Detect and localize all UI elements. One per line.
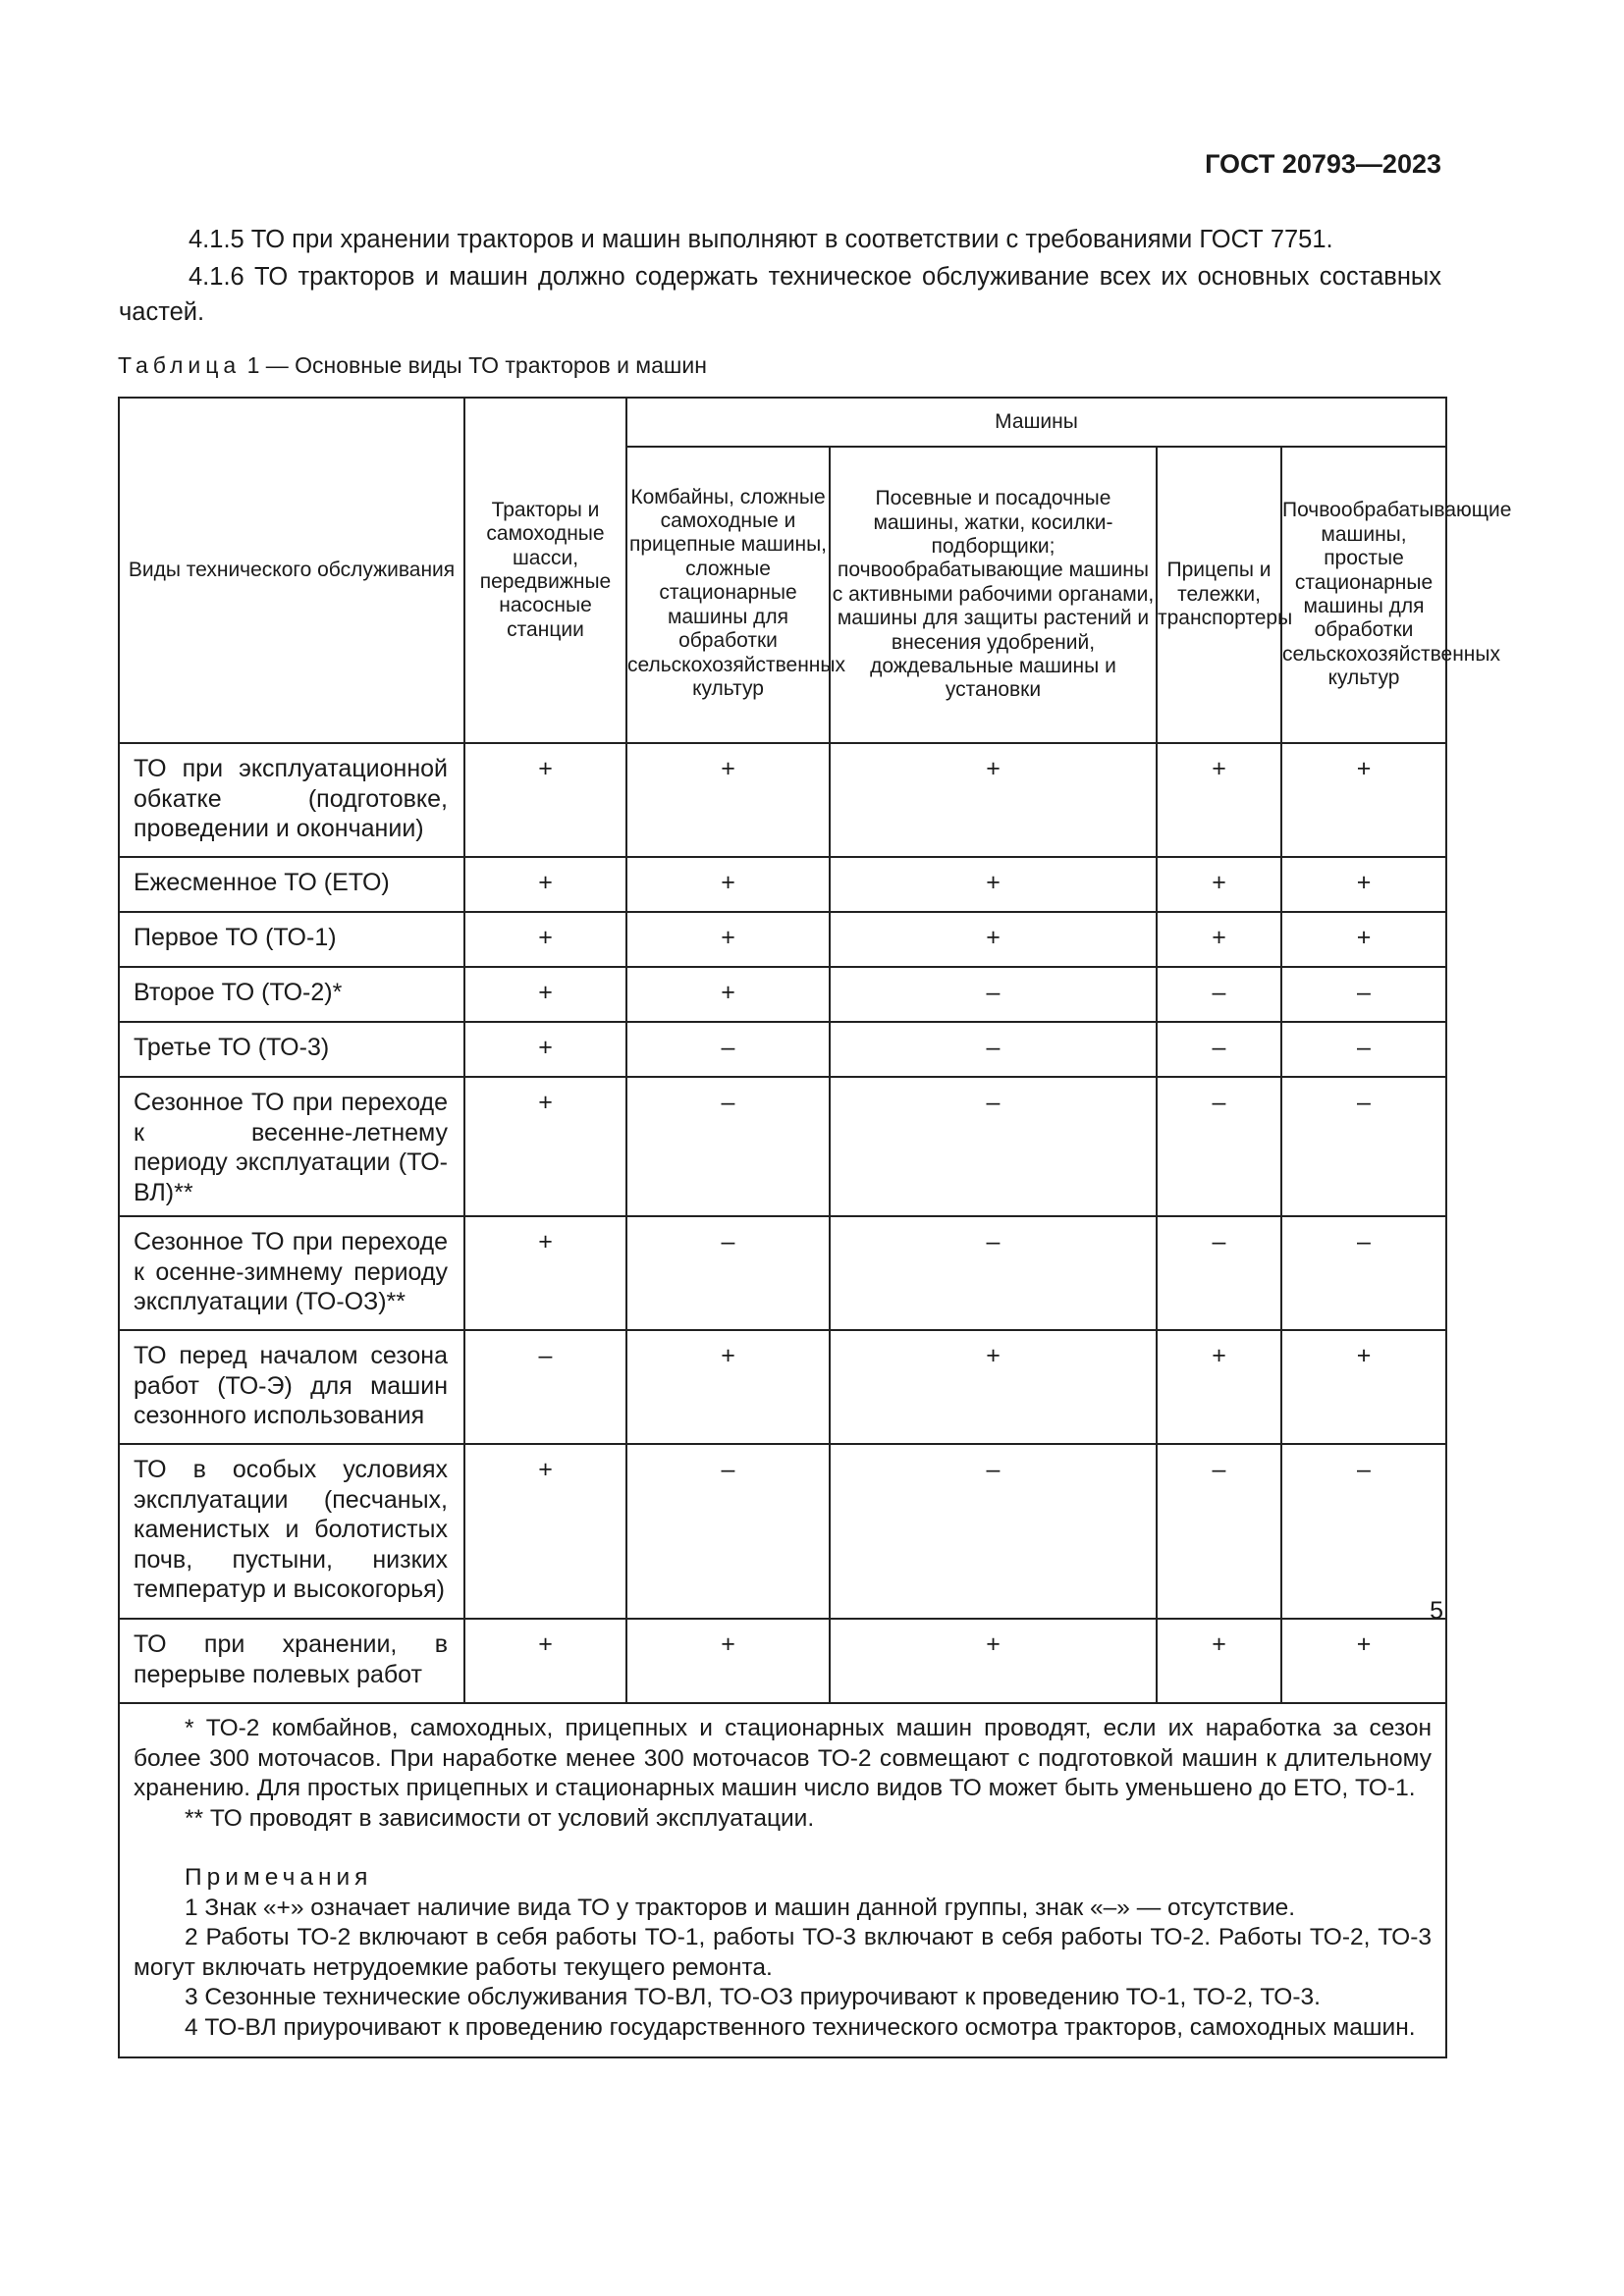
row-label: Третье ТО (ТО-3) — [119, 1022, 464, 1077]
row-label: ТО перед началом сезона работ (ТО-Э) для машин сезонного использования — [119, 1330, 464, 1444]
header-maintenance-types: Виды технического обслуживания — [119, 398, 464, 743]
cell-value: + — [1281, 857, 1446, 912]
cell-value: – — [1157, 967, 1281, 1022]
cell-value: + — [1157, 1330, 1281, 1444]
note-item: 1 Знак «+» означает наличие вида ТО у тракторов и машин данной группы, знак «–» — отсутствие. — [185, 1894, 1296, 1921]
cell-value: + — [1281, 1619, 1446, 1703]
row-label: Второе ТО (ТО-2)* — [119, 967, 464, 1022]
cell-value: + — [626, 1619, 830, 1703]
note-item: 4 ТО-ВЛ приурочивают к проведению государственного технического осмотра тракторов, самоходных машин. — [185, 2013, 1416, 2041]
cell-value: + — [626, 1330, 830, 1444]
header-tractors: Тракторы и самоходные шасси, передвижные насосные станции — [464, 398, 626, 743]
cell-value: + — [464, 857, 626, 912]
cell-value: + — [1281, 743, 1446, 857]
cell-value: + — [464, 967, 626, 1022]
cell-value: + — [626, 912, 830, 967]
header-soil: Почвообрабатывающие машины, простые стационарные машины для обработки сельскохозяйственных культур — [1281, 447, 1446, 743]
table-row — [119, 912, 1446, 967]
maintenance-table — [118, 397, 1512, 2058]
notes-title: Примечания — [185, 1864, 373, 1891]
cell-value: + — [464, 1444, 626, 1619]
cell-value: + — [626, 857, 830, 912]
cell-value: – — [830, 1077, 1157, 1216]
cell-value: + — [464, 743, 626, 857]
cell-value: + — [1157, 743, 1281, 857]
cell-value: – — [1281, 1216, 1446, 1330]
table-row — [119, 857, 1446, 912]
header-seeding: Посевные и посадочные машины, жатки, косилки-подборщики; почвообрабатывающие машины с активными рабочими органами, машины для защиты растений и внесения удобрений, дождевальные машины и установки — [830, 447, 1157, 743]
cell-value: + — [464, 1619, 626, 1703]
cell-value: – — [830, 1216, 1157, 1330]
cell-value: – — [1281, 967, 1446, 1022]
cell-value: – — [464, 1330, 626, 1444]
cell-value: + — [1281, 1330, 1446, 1444]
table-notes-row — [119, 1703, 1446, 2057]
table-caption — [118, 352, 707, 379]
table-row — [119, 1022, 1446, 1077]
document-header: ГОСТ 20793—2023 — [1205, 149, 1441, 179]
cell-value: – — [1157, 1022, 1281, 1077]
cell-value: + — [464, 1022, 626, 1077]
table-row — [119, 1619, 1446, 1703]
paragraph-4-1-5: 4.1.5 ТО при хранении тракторов и машин выполняют в соответствии с требованиями ГОСТ 7751. — [189, 226, 1333, 253]
row-label: Сезонное ТО при переходе к весенне-летнему периоду эксплуатации (ТО-ВЛ)** — [119, 1077, 464, 1216]
paragraph-4-1-6: 4.1.6 ТО тракторов и машин должно содержать техническое обслуживание всех их основных составных частей. — [119, 263, 1441, 326]
cell-value: + — [464, 912, 626, 967]
cell-value: + — [464, 1077, 626, 1216]
cell-value: + — [830, 1330, 1157, 1444]
note-item: 2 Работы ТО-2 включают в себя работы ТО-1, работы ТО-3 включают в себя работы ТО-2. Работы ТО-2, ТО-3 могут включать нетрудоемкие работы текущего ремонта. — [134, 1924, 1432, 1981]
page-number: 5 — [1430, 1597, 1443, 1625]
cell-value: – — [1157, 1444, 1281, 1619]
cell-value: + — [1157, 1619, 1281, 1703]
cell-value: – — [626, 1077, 830, 1216]
cell-value: + — [830, 857, 1157, 912]
cell-value: – — [1281, 1077, 1446, 1216]
note-item: 3 Сезонные технические обслуживания ТО-ВЛ, ТО-ОЗ приурочивают к проведению ТО-1, ТО-2, ТО-3. — [185, 1984, 1321, 2010]
cell-value: + — [1281, 912, 1446, 967]
header-combines: Комбайны, сложные самоходные и прицепные машины, сложные стационарные машины для обработки сельскохозяйственных культур — [626, 447, 830, 743]
row-label: Первое ТО (ТО-1) — [119, 912, 464, 967]
row-label: ТО при эксплуатационной обкатке (подготовке, проведении и окончании) — [119, 743, 464, 857]
cell-value: – — [830, 1022, 1157, 1077]
table-row — [119, 1216, 1446, 1330]
footnote: ** ТО проводят в зависимости от условий эксплуатации. — [185, 1804, 815, 1832]
row-label: ТО в особых условиях эксплуатации (песчаных, каменистых и болотистых почв, пустыни, низких температур и высокогорья) — [119, 1444, 464, 1619]
cell-value: + — [830, 743, 1157, 857]
cell-value: + — [830, 912, 1157, 967]
cell-value: + — [464, 1216, 626, 1330]
table-notes — [119, 1703, 1446, 2057]
row-label: ТО при хранении, в перерыве полевых работ — [119, 1619, 464, 1703]
cell-value: – — [830, 967, 1157, 1022]
cell-value: + — [1157, 912, 1281, 967]
table-caption-label: Таблица — [118, 352, 242, 378]
row-label: Сезонное ТО при переходе к осенне-зимнему периоду эксплуатации (ТО-ОЗ)** — [119, 1216, 464, 1330]
cell-value: – — [626, 1216, 830, 1330]
table-row — [119, 743, 1446, 857]
cell-value: – — [1157, 1216, 1281, 1330]
table-header-row-1 — [119, 398, 1446, 447]
cell-value: – — [1157, 1077, 1281, 1216]
cell-value: + — [830, 1619, 1157, 1703]
table-row — [119, 967, 1446, 1022]
table-row — [119, 1077, 1446, 1216]
cell-value: – — [1281, 1022, 1446, 1077]
cell-value: – — [626, 1022, 830, 1077]
header-trailers: Прицепы и тележки, транспортеры — [1157, 447, 1281, 743]
footnote: * ТО-2 комбайнов, самоходных, прицепных и стационарных машин проводят, если их наработка за сезон более 300 моточасов. При наработке менее 300 моточасов ТО-2 совмещают с подготовкой машин к длительному хранению. Для простых прицепных и стационарных машин число видов ТО может быть уменьшено до ЕТО, ТО-1. — [134, 1715, 1432, 1801]
table-body — [119, 743, 1446, 1703]
cell-value: + — [1157, 857, 1281, 912]
table-row — [119, 1444, 1446, 1619]
row-label: Ежесменное ТО (ЕТО) — [119, 857, 464, 912]
table-caption-text: 1 — Основные виды ТО тракторов и машин — [246, 352, 707, 378]
cell-value: – — [830, 1444, 1157, 1619]
cell-value: + — [626, 743, 830, 857]
cell-value: – — [626, 1444, 830, 1619]
header-machines-group: Машины — [626, 398, 1446, 447]
cell-value: + — [626, 967, 830, 1022]
cell-value: – — [1281, 1444, 1446, 1619]
table-row — [119, 1330, 1446, 1444]
